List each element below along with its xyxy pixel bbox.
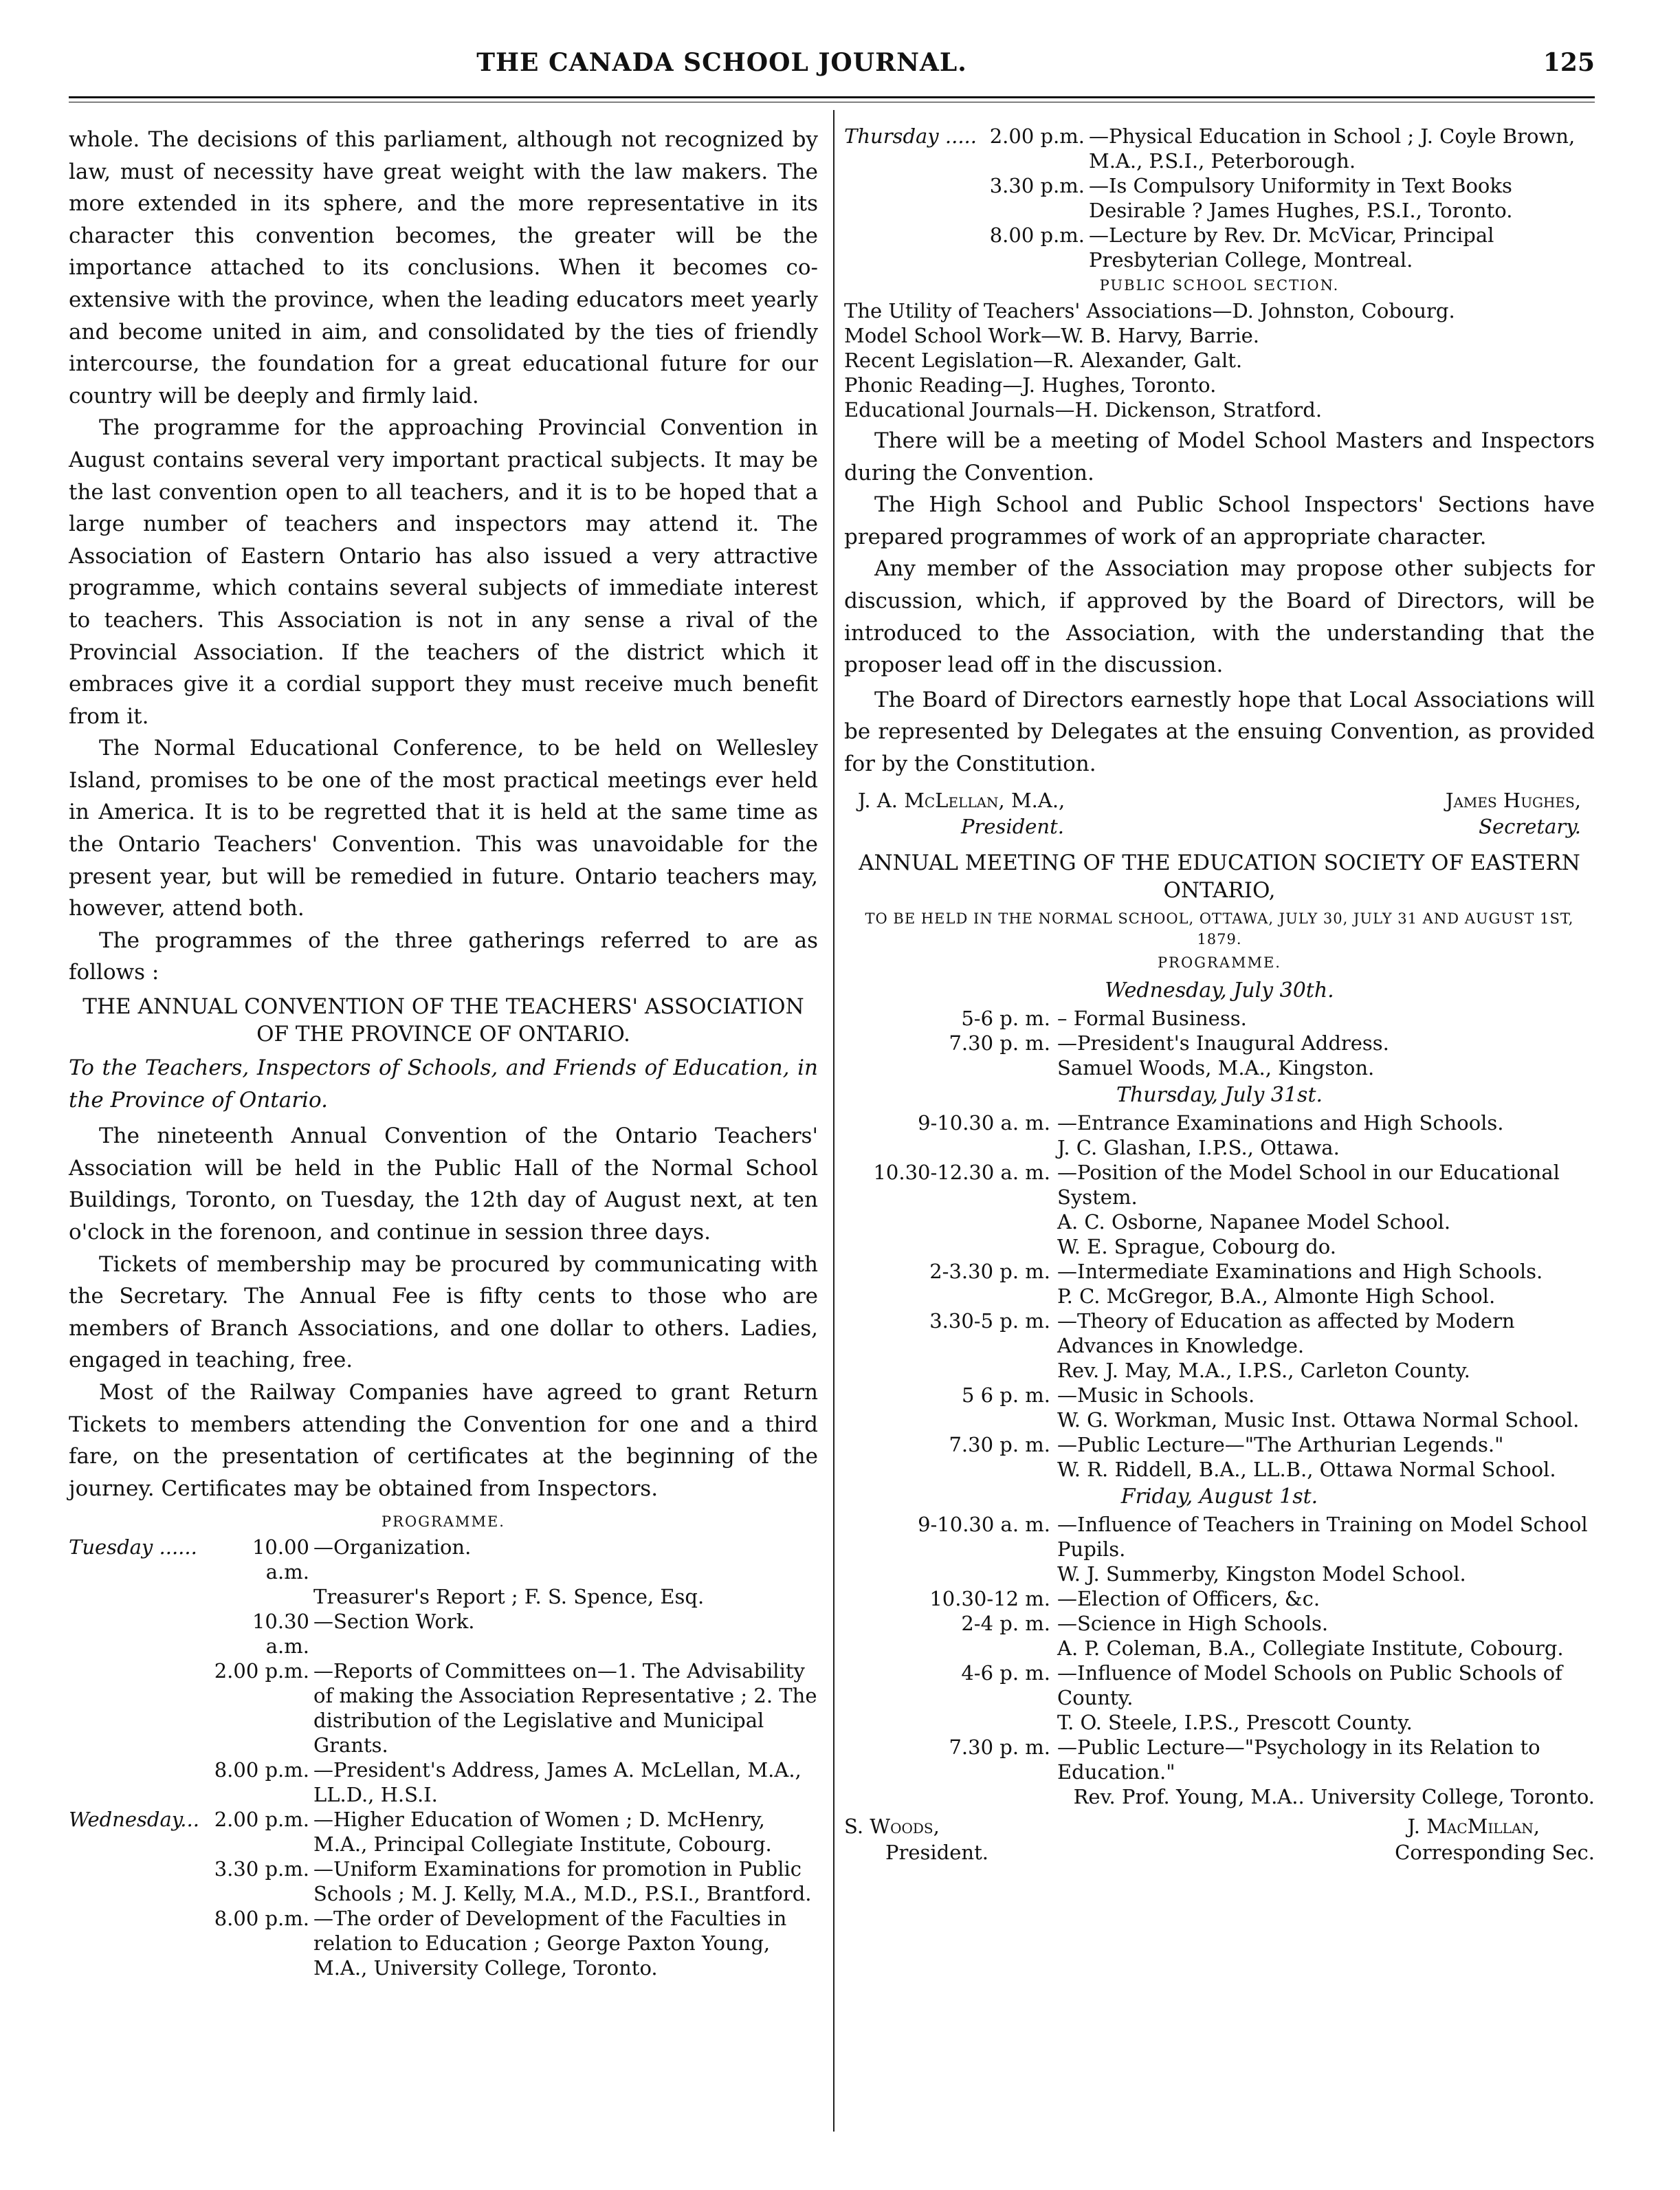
day-heading: Friday, August 1st.: [1120, 1484, 1318, 1509]
day-heading: Thursday, July 31st.: [1116, 1082, 1323, 1107]
left-column: [69, 124, 818, 1980]
signature-block: [844, 1813, 1595, 1839]
programme-row: Tuesday ...... 10.00 a.m. —Organization.: [69, 1535, 472, 1584]
programme-row: 3.30 p.m. —Is Compulsory Uniformity in Text Books Desirable ? James Hughes, P.S.I., Toronto.: [989, 174, 1513, 222]
subheading: TO BE HELD IN THE NORMAL SCHOOL, OTTAWA, JULY 30, JULY 31 AND AUGUST 1ST, 1879.: [865, 910, 1574, 948]
programme-row: 4-6 p. m. —Influence of Model Schools on Public Schools of County.: [961, 1661, 1562, 1709]
paragraph: Any member of the Association may propose other subjects for discussion, which, if approved by the Board of Directors, will be introduced to the Association, with the understanding that the proposer lead off in the discussion.: [844, 556, 1595, 678]
programme-row: 7.30 p. m. —Public Lecture—"Psychology in its Relation to Education.": [949, 1735, 1540, 1784]
paragraph: Most of the Railway Companies have agreed to grant Return Tickets to members attending the Convention for one and a third fare, on the presentation of certificates at the beginning of the journey. Certificates may be obtained from Inspectors.: [69, 1379, 818, 1501]
speaker-line: Rev. Prof. Young, M.A.. University College, Toronto.: [1073, 1784, 1595, 1808]
paragraph: Tickets of membership may be procured by communicating with the Secretary. The Annual Fee is fifty cents to those who are members of Branch Associations, and one dollar to others. Ladies, engaged in teaching, free.: [69, 1251, 818, 1373]
programme-label: PROGRAMME.: [382, 1513, 505, 1531]
programme-row: 10.30-12 m. —Election of Officers, &c.: [929, 1586, 1320, 1610]
programme-list-continued: [844, 124, 1595, 272]
signatory-name: S. Woods,: [844, 1814, 940, 1838]
list-item: Phonic Reading—J. Hughes, Toronto.: [844, 373, 1217, 397]
programme-row: 5-6 p. m. – Formal Business.: [961, 1006, 1247, 1030]
signatory-name: James Hughes,: [1445, 788, 1581, 812]
day-heading: Wednesday, July 30th.: [1105, 978, 1334, 1003]
signature-block: [844, 787, 1595, 813]
signature-titles: [844, 813, 1595, 840]
right-column: [844, 124, 1595, 1865]
programme-row: Wednesday... 2.00 p.m. —Higher Education of Women ; D. McHenry, M.A., Principal Collegiate Institute, Cobourg.: [69, 1808, 772, 1857]
column-divider: [833, 110, 835, 2132]
list-item: The Utility of Teachers' Associations—D. Johnston, Cobourg.: [844, 299, 1455, 322]
section-list: [844, 298, 1595, 422]
speaker-line: Rev. J. May, M.A., I.P.S., Carleton County.: [1057, 1358, 1470, 1382]
journal-title: THE CANADA SCHOOL JOURNAL.: [476, 48, 967, 77]
speaker-line: W. E. Sprague, Cobourg do.: [1057, 1234, 1336, 1258]
programme-row: 2-4 p. m. —Science in High Schools.: [961, 1611, 1329, 1635]
paragraph: The Board of Directors earnestly hope that Local Associations will be represented by Delegates at the ensuing Convention, as provided for by the Constitution.: [844, 687, 1595, 776]
signatory-name: J. A. McLellan, M.A.,: [858, 788, 1065, 812]
programme-row: 2-3.30 p. m. —Intermediate Examinations and High Schools.: [929, 1259, 1543, 1283]
section-heading: ANNUAL MEETING OF THE EDUCATION SOCIETY OF EASTERN ONTARIO,: [859, 850, 1580, 903]
speaker-line: J. C. Glashan, I.P.S., Ottawa.: [1057, 1135, 1340, 1159]
speaker-line: A. P. Coleman, B.A., Collegiate Institute, Cobourg.: [1057, 1636, 1564, 1660]
signatory-title: President.: [961, 814, 1064, 838]
speaker-line: W. R. Riddell, B.A., LL.B., Ottawa Normal School.: [1057, 1457, 1556, 1481]
programme-row: 2.00 p.m. —Reports of Committees on—1. The Advisability of making the Association Representative ; 2. The distribution of the Legislative and Municipal Grants.: [214, 1659, 817, 1758]
signature-titles: [844, 1839, 1595, 1865]
signatory-title: President.: [885, 1840, 988, 1864]
programme-row: 3.30 p.m. —Uniform Examinations for promotion in Public Schools ; M. J. Kelly, M.A., M.D., P.S.I., Brantford.: [214, 1857, 812, 1906]
programme-row: 7.30 p. m. —President's Inaugural Address.: [949, 1031, 1389, 1055]
header-rule: [69, 96, 1595, 98]
programme-row: 3.30-5 p. m. —Theory of Education as affected by Modern Advances in Knowledge.: [929, 1308, 1515, 1357]
section-label: PUBLIC SCHOOL SECTION.: [1099, 277, 1340, 294]
programme-row: 8.00 p.m. —The order of Development of the Faculties in relation to Education ; George Paxton Young, M.A., University College, Toronto.: [214, 1907, 787, 1980]
speaker-line: A. C. Osborne, Napanee Model School.: [1057, 1209, 1451, 1234]
programme-row: 8.00 p.m. —President's Address, James A. McLellan, M.A., LL.D., H.S.I.: [214, 1758, 802, 1807]
paragraph: The nineteenth Annual Convention of the Ontario Teachers' Association will be held in the Public Hall of the Normal School Buildings, Toronto, on Tuesday, the 12th day of August next, at ten o'clock in the forenoon, and continue in session three days.: [69, 1124, 818, 1245]
section-heading: THE ANNUAL CONVENTION OF THE TEACHERS' ASSOCIATION OF THE PROVINCE OF ONTARIO.: [82, 994, 804, 1047]
paragraph: whole. The decisions of this parliament, although not recognized by law, must of necessity have great weight with the law makers. The more extended in its sphere, and the more representative in its character this convention becomes, the greater will be the importance attached to its conclusions. When it becomes co-extensive with the province, when the leading educators meet yearly and become united in aim, and consolidated by the ties of friendly intercourse, the foundation for a great educational future for our country will be deeply and firmly laid.: [69, 127, 818, 408]
speaker-line: W. J. Summerby, Kingston Model School.: [1057, 1562, 1466, 1586]
signatory-title: Corresponding Sec.: [1395, 1840, 1595, 1864]
programme-row: Treasurer's Report ; F. S. Spence, Esq.: [313, 1585, 705, 1609]
signatory-title: Secretary.: [1479, 814, 1581, 838]
paragraph: The High School and Public School Inspectors' Sections have prepared programmes of work of an appropriate character.: [844, 492, 1595, 549]
programme-row: Thursday ..... 2.00 p.m. —Physical Education in School ; J. Coyle Brown, M.A., P.S.I., Peterborough.: [844, 124, 1576, 173]
programme-row: 10.30 a.m. —Section Work.: [252, 1610, 475, 1658]
paragraph: The programme for the approaching Provincial Convention in August contains several very important practical subjects. It may be the last convention open to all teachers, and it is to be hoped that a large number of teachers and inspectors may attend it. The Association of Eastern Ontario has also issued a very attractive programme, which contains several subjects of immediate interest to teachers. This Association is not in any sense a rival of the Provincial Association. If the teachers of the district which it embraces give it a cordial support they must receive much benefit from it.: [69, 415, 818, 729]
paragraph: The Normal Educational Conference, to be held on Wellesley Island, promises to be one of the most practical meetings ever held in America. It is to be regretted that it is held at the same time as the Ontario Teachers' Convention. This was unavoidable for the present year, but will be remedied in future. Ontario teachers may, however, attend both.: [69, 736, 818, 921]
list-item: Educational Journals—H. Dickenson, Stratford.: [844, 398, 1323, 421]
programme-row: 5 6 p. m. —Music in Schools.: [961, 1383, 1255, 1407]
programme-row: 7.30 p. m. —Public Lecture—"The Arthurian Legends.": [949, 1432, 1504, 1456]
speaker-line: T. O. Steele, I.P.S., Prescott County.: [1057, 1710, 1413, 1734]
programme-row: 10.30-12.30 a. m. —Position of the Model School in our Educational System.: [873, 1160, 1560, 1209]
address-line: To the Teachers, Inspectors of Schools, and Friends of Education, in the Province of Ontario.: [69, 1055, 818, 1113]
signatory-name: J. MacMillan,: [1407, 1814, 1540, 1838]
page-number: 125: [1543, 48, 1595, 77]
programme-row: 8.00 p.m. —Lecture by Rev. Dr. McVicar, Principal Presbyterian College, Montreal.: [989, 223, 1494, 272]
programme-label: PROGRAMME.: [1158, 954, 1281, 971]
list-item: Model School Work—W. B. Harvy, Barrie.: [844, 324, 1260, 347]
programme-row: 9-10.30 a. m. —Influence of Teachers in Training on Model School Pupils.: [918, 1512, 1588, 1561]
programme-list: [69, 1535, 818, 1980]
page-header: [69, 44, 1595, 85]
paragraph: The programmes of the three gatherings referred to are as follows :: [69, 928, 818, 985]
speaker-line: W. G. Workman, Music Inst. Ottawa Normal School.: [1057, 1408, 1580, 1432]
list-item: Recent Legislation—R. Alexander, Galt.: [844, 349, 1243, 372]
speaker-line: Samuel Woods, M.A., Kingston.: [1057, 1055, 1375, 1080]
programme-row: 9-10.30 a. m. —Entrance Examinations and High Schools.: [918, 1110, 1504, 1135]
speaker-line: P. C. McGregor, B.A., Almonte High School.: [1057, 1284, 1496, 1308]
paragraph: There will be a meeting of Model School Masters and Inspectors during the Convention.: [844, 428, 1595, 485]
